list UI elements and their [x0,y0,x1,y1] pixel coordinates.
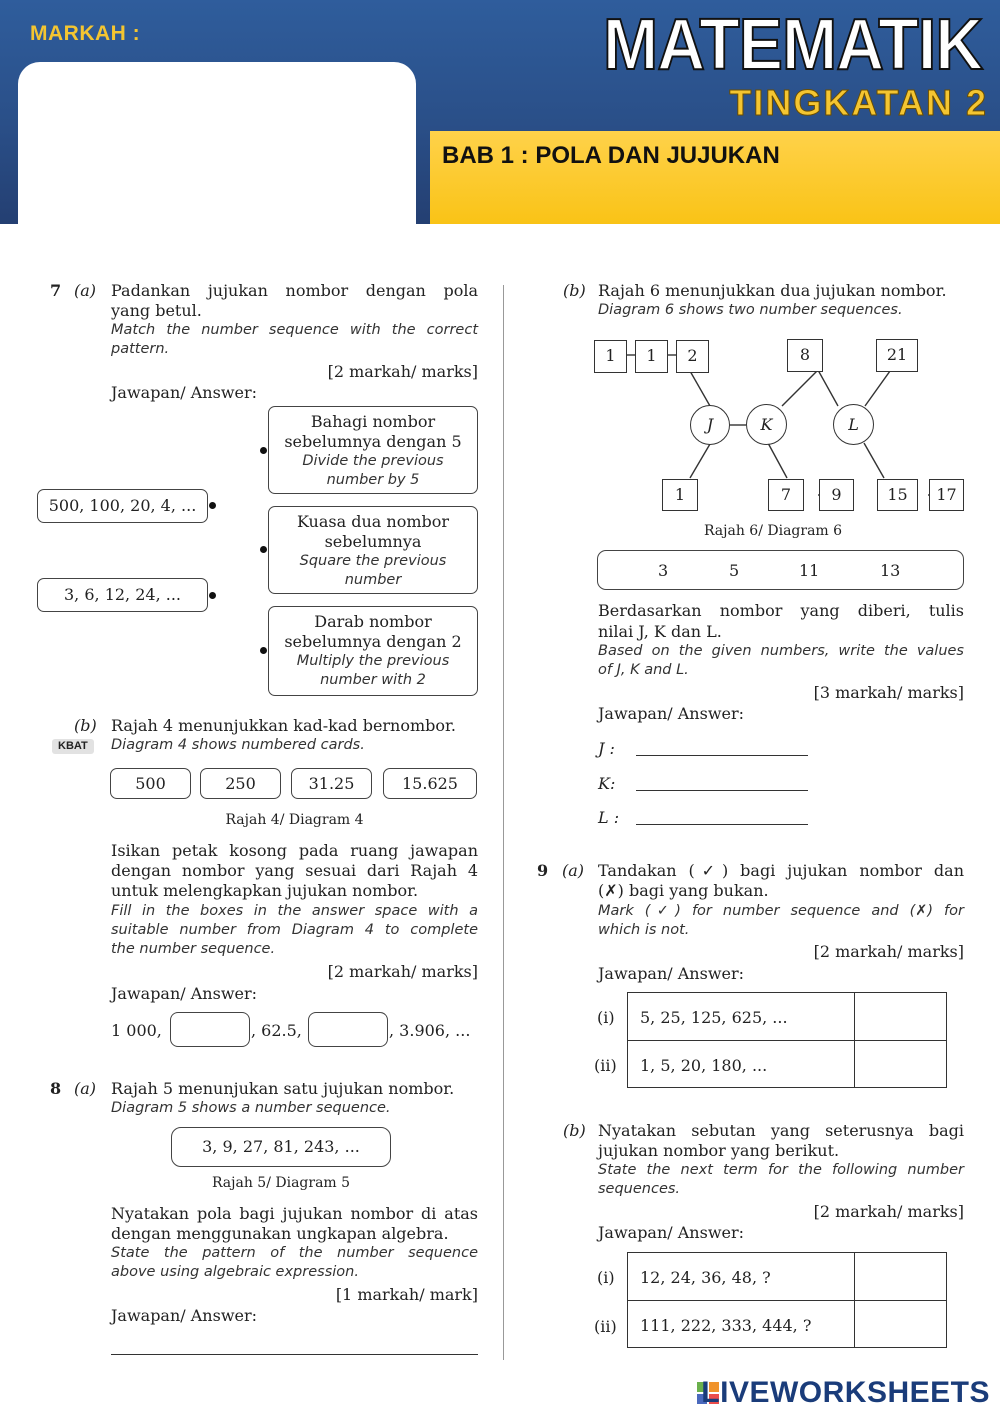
q8b-inst-ms-2: nilai J, K dan L. [598,622,722,641]
q7b-inst-en-3: the number sequence. [111,941,276,957]
diagram-6-circle-j: J [690,405,730,445]
q8a-answer-line[interactable] [111,1354,478,1355]
q9a-marks: [2 markah/ marks] [813,942,964,961]
q7b-inst-ms-1: Isikan petak kosong pada ruang jawapan [111,841,478,860]
diagram-4-caption: Rajah 4/ Diagram 4 [225,812,364,828]
liveworksheets-logo[interactable]: LIVEWORKSHEETS [701,1376,990,1409]
number-card [291,768,372,799]
pattern-3-en-1: Multiply the previous [296,653,450,669]
sequence-2-text: 3, 6, 12, 24, ... [63,585,182,604]
diagram-6-bottom-box: 7 [768,479,804,511]
q7b-seq-part-2: , 62.5, [251,1021,302,1040]
diagram-6-top-box: 1 [594,340,627,373]
q7b-answer-label: Jawapan/ Answer: [111,984,258,1003]
given-number: 13 [880,561,901,580]
diagram-6-caption: Rajah 6/ Diagram 6 [703,523,843,539]
q7b-text-en: Diagram 4 shows numbered cards. [111,737,365,753]
pattern-3-ms-2: sebelumnya dengan 2 [284,632,462,651]
q9a-row-1-seq-cell [627,992,855,1041]
q7b-inst-en-2: suitable number from Diagram 4 to complete [111,922,478,938]
q9b-row-1-answer-cell[interactable] [854,1252,947,1301]
pattern-1-en-1: Divide the previous [302,453,444,469]
q9a-answer-label: Jawapan/ Answer: [598,964,745,983]
diagram-6-bottom-box: 9 [819,479,854,511]
number-card [110,768,191,799]
given-number: 5 [729,561,740,580]
sequence-1-text: 500, 100, 20, 4, ... [48,496,197,515]
pattern-3-en-2: number with 2 [320,672,426,688]
q7a-answer-label: Jawapan/ Answer: [111,383,258,402]
pattern-1-match-dot[interactable] [260,447,267,454]
q7b-label: (b) [74,716,97,735]
sequence-1-match-dot[interactable] [209,502,216,509]
blank-k-label: K: [598,774,616,793]
q9b-text-ms-2: jujukan nombor yang berikut. [598,1141,840,1160]
column-divider [503,285,504,1360]
card-3-value: 31.25 [308,774,355,793]
q8a-inst-en-2: above using algebraic expression. [111,1264,359,1280]
q9b-label: (b) [563,1121,586,1140]
q9a-row-2-label: (ii) [594,1056,617,1075]
q8b-text-en: Diagram 6 shows two number sequences. [598,302,903,318]
q9b-row-1-seq-cell [627,1252,855,1301]
diagram-6-top-box: 21 [876,339,918,372]
number-card [200,768,281,799]
q9b-answer-label: Jawapan/ Answer: [598,1223,745,1242]
q8b-inst-en-2: of J, K and L. [598,662,689,678]
diagram-6-bottom-box: 15 [877,479,918,511]
number-card [383,768,477,799]
q7a-marks: [2 markah/ marks] [327,362,478,381]
blank-j-label: J : [598,739,615,758]
q8a-answer-label: Jawapan/ Answer: [111,1306,258,1325]
q8b-text-ms: Rajah 6 menunjukkan dua jujukan nombor. [598,281,947,300]
diagram-5-caption: Rajah 5/ Diagram 5 [211,1175,351,1191]
q9a-text-en-2: which is not. [598,922,690,938]
score-label: MARKAH : [30,22,141,45]
q7-number: 7 [50,281,62,300]
q7a-text-ms-1: Padankan jujukan nombor dengan pola [111,281,478,300]
q8-number: 8 [50,1079,62,1098]
q9a-row-2-seq-cell [627,1040,855,1088]
q9b-row-1-label: (i) [597,1268,615,1287]
diagram-6-circle-l: L [833,404,874,445]
q9a-text-ms-2: (✗) bagi yang bukan. [598,881,769,900]
q7b-text-ms: Rajah 4 menunjukkan kad-kad bernombor. [111,716,457,735]
q8a-inst-ms-1: Nyatakan pola bagi jujukan nombor di atas [111,1204,478,1223]
page-title: MATEMATIK [602,5,982,85]
q7a-label: (a) [74,281,97,300]
blank-j-line[interactable] [636,755,808,756]
q7b-inst-en-1: Fill in the boxes in the answer space with a [111,903,478,919]
q9b-text-en-2: sequences. [598,1181,681,1197]
q9b-marks: [2 markah/ marks] [813,1202,964,1221]
blank-l-line[interactable] [636,824,808,825]
q8b-label: (b) [563,281,586,300]
q8a-inst-en-1: State the pattern of the number sequence [111,1245,478,1261]
sequence-box-2 [37,578,208,612]
given-number: 11 [799,561,820,580]
pattern-1-en-2: number by 5 [326,472,420,488]
q8a-label: (a) [74,1079,97,1098]
q7b-inst-ms-3: untuk melengkapkan jujukan nombor. [111,881,419,900]
kbat-badge: KBAT [52,739,94,754]
page-subtitle: TINGKATAN 2 [729,82,988,123]
q7b-marks: [2 markah/ marks] [327,962,478,981]
q7b-inst-ms-2: dengan nombor yang sesuai dari Rajah 4 [111,861,478,880]
q9a-row-2-seq: 1, 5, 20, 180, ... [640,1056,768,1075]
q9a-row-1-seq: 5, 25, 125, 625, ... [640,1008,788,1027]
q9b-row-2-seq: 111, 222, 333, 444, ? [640,1316,812,1335]
pattern-box-2 [268,506,478,594]
card-1-value: 500 [135,774,166,793]
q9a-row-1-mark-cell[interactable] [854,992,947,1041]
sequence-2-match-dot[interactable] [209,592,216,599]
q9b-row-2-seq-cell [627,1300,855,1348]
q9a-text-ms-1: Tandakan (✓) bagi jujukan nombor dan [598,861,964,880]
pattern-1-ms-2: sebelumnya dengan 5 [284,432,462,451]
pattern-3-ms-1: Darab nombor [314,612,432,631]
diagram-6-top-box: 8 [787,339,823,372]
pattern-2-ms-1: Kuasa dua nombor [296,512,450,531]
q7b-answer-box-1[interactable] [170,1012,250,1047]
q9b-row-2-label: (ii) [594,1317,617,1336]
q9a-label: (a) [562,861,585,880]
blank-l-label: L : [598,808,620,827]
pattern-2-en-2: number [344,572,402,588]
q8b-answer-label: Jawapan/ Answer: [598,704,745,723]
q9b-text-ms-1: Nyatakan sebutan yang seterusnya bagi [598,1121,964,1140]
pattern-2-en-1: Square the previous [299,553,447,569]
pattern-3-match-dot[interactable] [260,647,267,654]
pattern-box-3 [268,606,478,696]
pattern-1-ms-1: Bahagi nombor [310,412,436,431]
q9b-row-1-seq: 12, 24, 36, 48, ? [640,1268,771,1287]
q8a-inst-ms-2: dengan menggunakan ungkapan algebra. [111,1224,449,1243]
diagram-6-bottom-box: 17 [929,479,964,511]
q8a-sequence-box [171,1127,391,1167]
q7a-text-en-1: Match the number sequence with the correct [111,322,478,338]
diagram-6-circle-k: K [746,404,787,445]
chapter-title: BAB 1 : POLA DAN JUJUKAN [442,142,780,169]
given-number: 3 [658,561,669,580]
q8a-marks: [1 markah/ mark] [335,1285,478,1304]
q7a-text-ms-2: yang betul. [111,301,202,320]
score-input-box[interactable] [18,62,416,224]
q8b-inst-en-1: Based on the given numbers, write the values [598,643,964,659]
blank-k-line[interactable] [636,790,808,791]
diagram-6-top-box: 2 [676,340,709,373]
q8a-text-ms: Rajah 5 menunjukan satu jujukan nombor. [111,1079,455,1098]
q9b-row-2-answer-cell[interactable] [854,1300,947,1348]
q8a-text-en: Diagram 5 shows a number sequence. [111,1100,391,1116]
pattern-2-match-dot[interactable] [260,546,267,553]
card-4-value: 15.625 [402,774,458,793]
card-2-value: 250 [225,774,256,793]
q7b-seq-part-3: , 3.906, ... [389,1021,471,1040]
q9-number: 9 [537,861,549,880]
q9b-text-en-1: State the next term for the following number [598,1162,964,1178]
q9a-text-en-1: Mark (✓) for number sequence and (✗) for [598,903,964,919]
q8a-sequence: 3, 9, 27, 81, 243, ... [202,1137,360,1156]
pattern-box-1 [268,406,478,494]
given-numbers-box [597,550,964,590]
q7b-answer-box-2[interactable] [308,1012,388,1047]
sequence-box-1 [37,489,208,523]
diagram-6-bottom-box: 1 [662,479,698,511]
q7b-seq-part-1: 1 000, [111,1021,162,1040]
q8b-inst-ms-1: Berdasarkan nombor yang diberi, tulis [598,601,964,620]
q9a-row-1-label: (i) [597,1008,615,1027]
diagram-6-top-box: 1 [635,340,668,373]
pattern-2-ms-2: sebelumnya [324,532,422,551]
q8b-marks: [3 markah/ marks] [813,683,964,702]
q7a-text-en-2: pattern. [111,341,170,357]
q9a-row-2-mark-cell[interactable] [854,1040,947,1088]
